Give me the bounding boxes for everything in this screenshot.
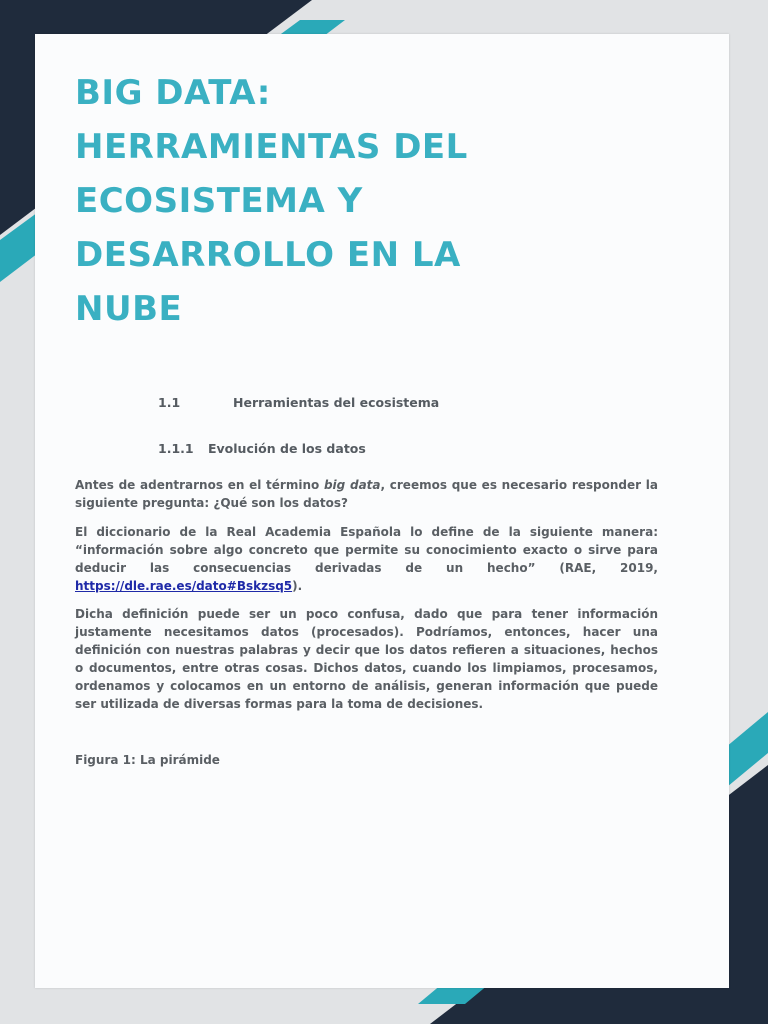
- paragraph-definition: [75, 523, 658, 595]
- section-title: Evolución de los datos: [208, 441, 366, 456]
- rae-reference-link[interactable]: https://dle.rae.es/dato#Bskzsq5: [75, 579, 293, 593]
- section-title: Herramientas del ecosistema: [233, 395, 440, 410]
- section-number: 1.1: [158, 395, 181, 410]
- paragraph-explanation: Dicha definición puede ser un poco confusa, dado que para tener información justamente necesitamos datos (procesados). Podríamos, entonces, hacer una definición con nuestras palabras y decir que los datos refieren a situaciones, hechos o documentos, entre otras cosas. Dichos datos, cuando los limpiamos, procesamos, ordenamos y colocamos en un entorno de análisis, generan información que puede ser utilizada de diversas formas para la toma de decisiones.: [75, 607, 658, 711]
- figure-caption: Figura 1: La pirámide: [75, 753, 220, 767]
- document-title: BIG DATA: HERRAMIENTAS DEL ECOSISTEMA Y DESARROLLO EN LA NUBE: [75, 73, 468, 329]
- paragraph-text: ).: [292, 579, 303, 593]
- section-number: 1.1.1: [158, 441, 194, 456]
- paragraph-text: , creemos que es necesario responder la siguiente pregunta: ¿Qué son los datos?: [75, 478, 658, 510]
- section-heading-1-1-1: [158, 441, 366, 456]
- emphasis-term: big data: [323, 478, 381, 492]
- paragraph-intro: [75, 476, 658, 512]
- paragraph-text: Antes de adentrarnos en el término: [75, 478, 324, 492]
- paragraph-text: El diccionario de la Real Academia Española lo define de la siguiente manera: “información sobre algo concreto que permite su conocimiento exacto o sirve para deducir las consecuencias derivadas de un hecho” (RAE, 2019,: [75, 525, 658, 575]
- section-heading-1-1: [158, 395, 439, 410]
